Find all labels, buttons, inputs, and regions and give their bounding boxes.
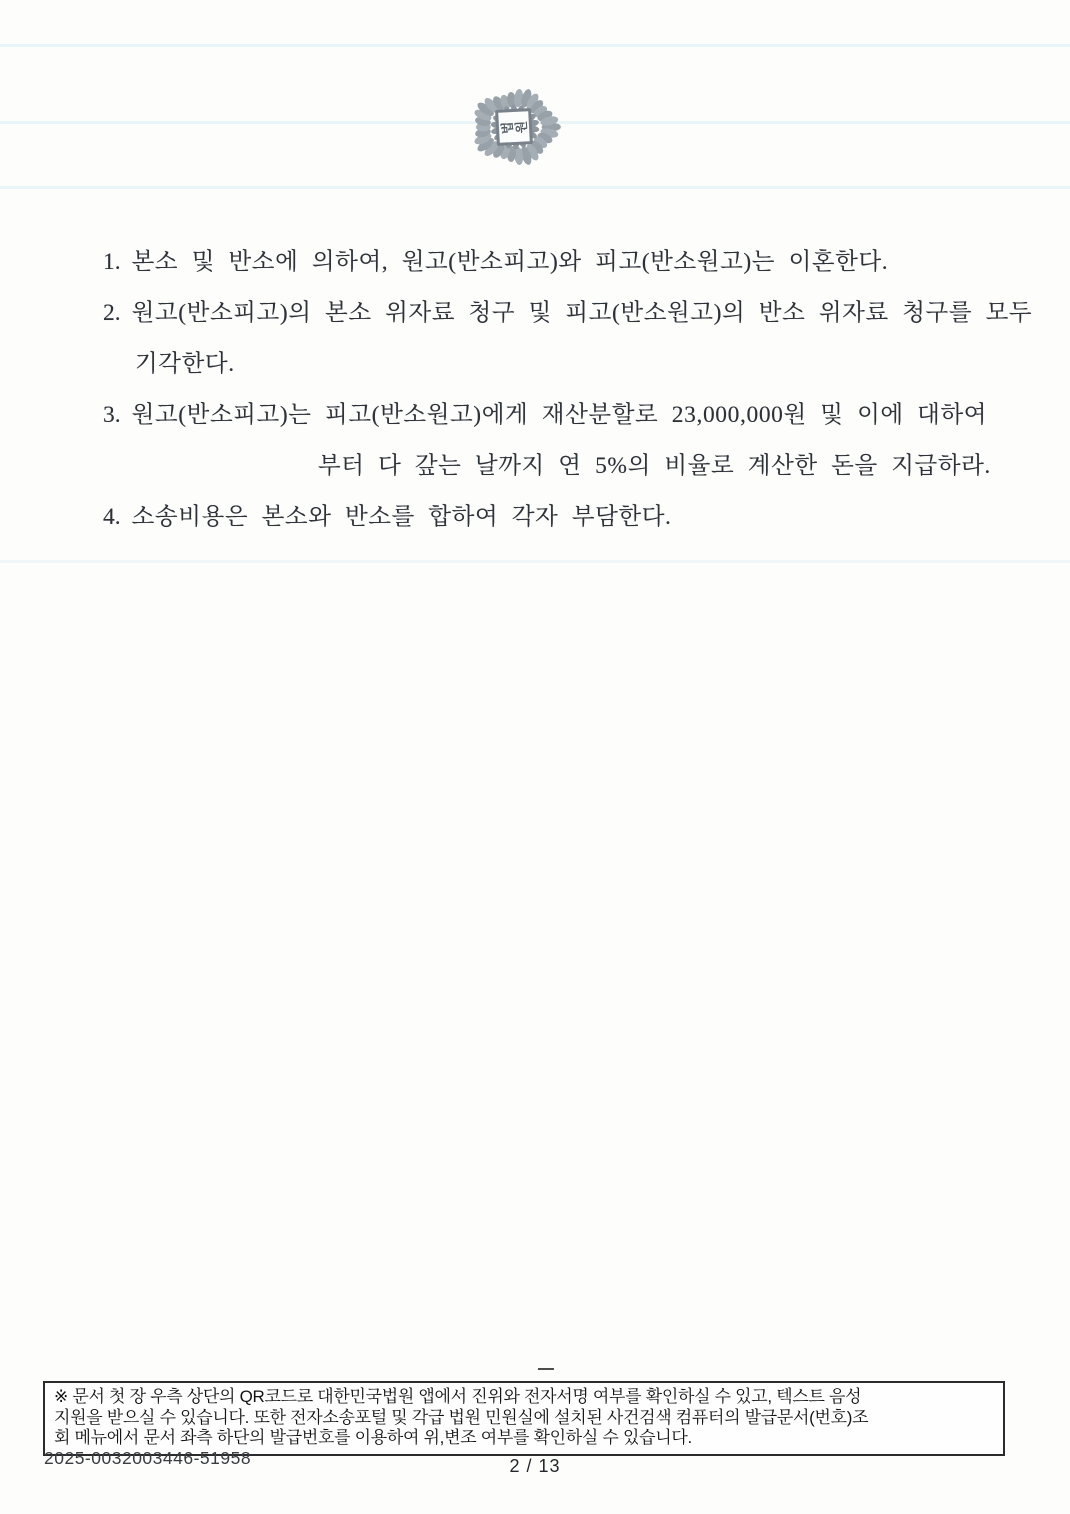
order-item-text: 원고(반소피고)는 피고(반소원고)에게 재산분할로 23,000,000원 및 이에 대하여	[131, 402, 988, 428]
order-item-2	[103, 293, 1032, 327]
issue-number: 2025-0032003446-51958	[44, 1448, 252, 1468]
court-seal-text: 법	[499, 120, 516, 135]
court-seal-icon	[463, 82, 567, 174]
order-item-text: 부터 다 갚는 날까지 연 5%의 비율로 계산한 돈을 지급하라.	[318, 453, 991, 479]
scan-artifact-band	[0, 186, 1070, 189]
scan-artifact-band	[0, 560, 1070, 563]
order-item-3	[103, 395, 987, 429]
order-item-number: 4.	[103, 504, 121, 530]
notice-line: 회 메뉴에서 문서 좌측 하단의 발급번호를 이용하여 위,변조 여부를 확인하실 수 있습니다.	[54, 1428, 692, 1447]
order-item-text: 본소 및 반소에 의하여, 원고(반소피고)와 피고(반소원고)는 이혼한다.	[131, 249, 889, 275]
page-number: 2 / 13	[509, 1456, 561, 1476]
order-item-4	[103, 497, 672, 531]
order-item-number: 1.	[103, 249, 121, 275]
notice-line: ※ 문서 첫 장 우측 상단의 QR코드로 대한민국법원 앱에서 진위와 전자서명 여부를 확인하실 수 있고, 텍스트 음성	[54, 1387, 862, 1406]
verification-notice-box	[43, 1381, 1005, 1456]
order-item-number: 3.	[103, 402, 121, 428]
order-item-1	[103, 242, 888, 276]
order-item-text: 원고(반소피고)의 본소 위자료 청구 및 피고(반소원고)의 반소 위자료 청구를 모두	[131, 300, 1033, 326]
order-item-number: 2.	[103, 300, 121, 326]
court-seal-center	[495, 108, 533, 146]
order-item-3-continued	[318, 446, 991, 480]
scan-artifact-dash	[538, 1368, 554, 1370]
order-item-text: 기각한다.	[135, 351, 235, 377]
order-item-2-continued	[135, 344, 235, 378]
court-seal-text: 원	[512, 119, 529, 134]
notice-line: 지원을 받으실 수 있습니다. 또한 전자소송포털 및 각급 법원 민원실에 설치된 사건검색 컴퓨터의 발급문서(번호)조	[54, 1407, 869, 1427]
scan-artifact-band	[0, 44, 1070, 47]
order-item-text: 소송비용은 본소와 반소를 합하여 각자 부담한다.	[131, 504, 672, 530]
